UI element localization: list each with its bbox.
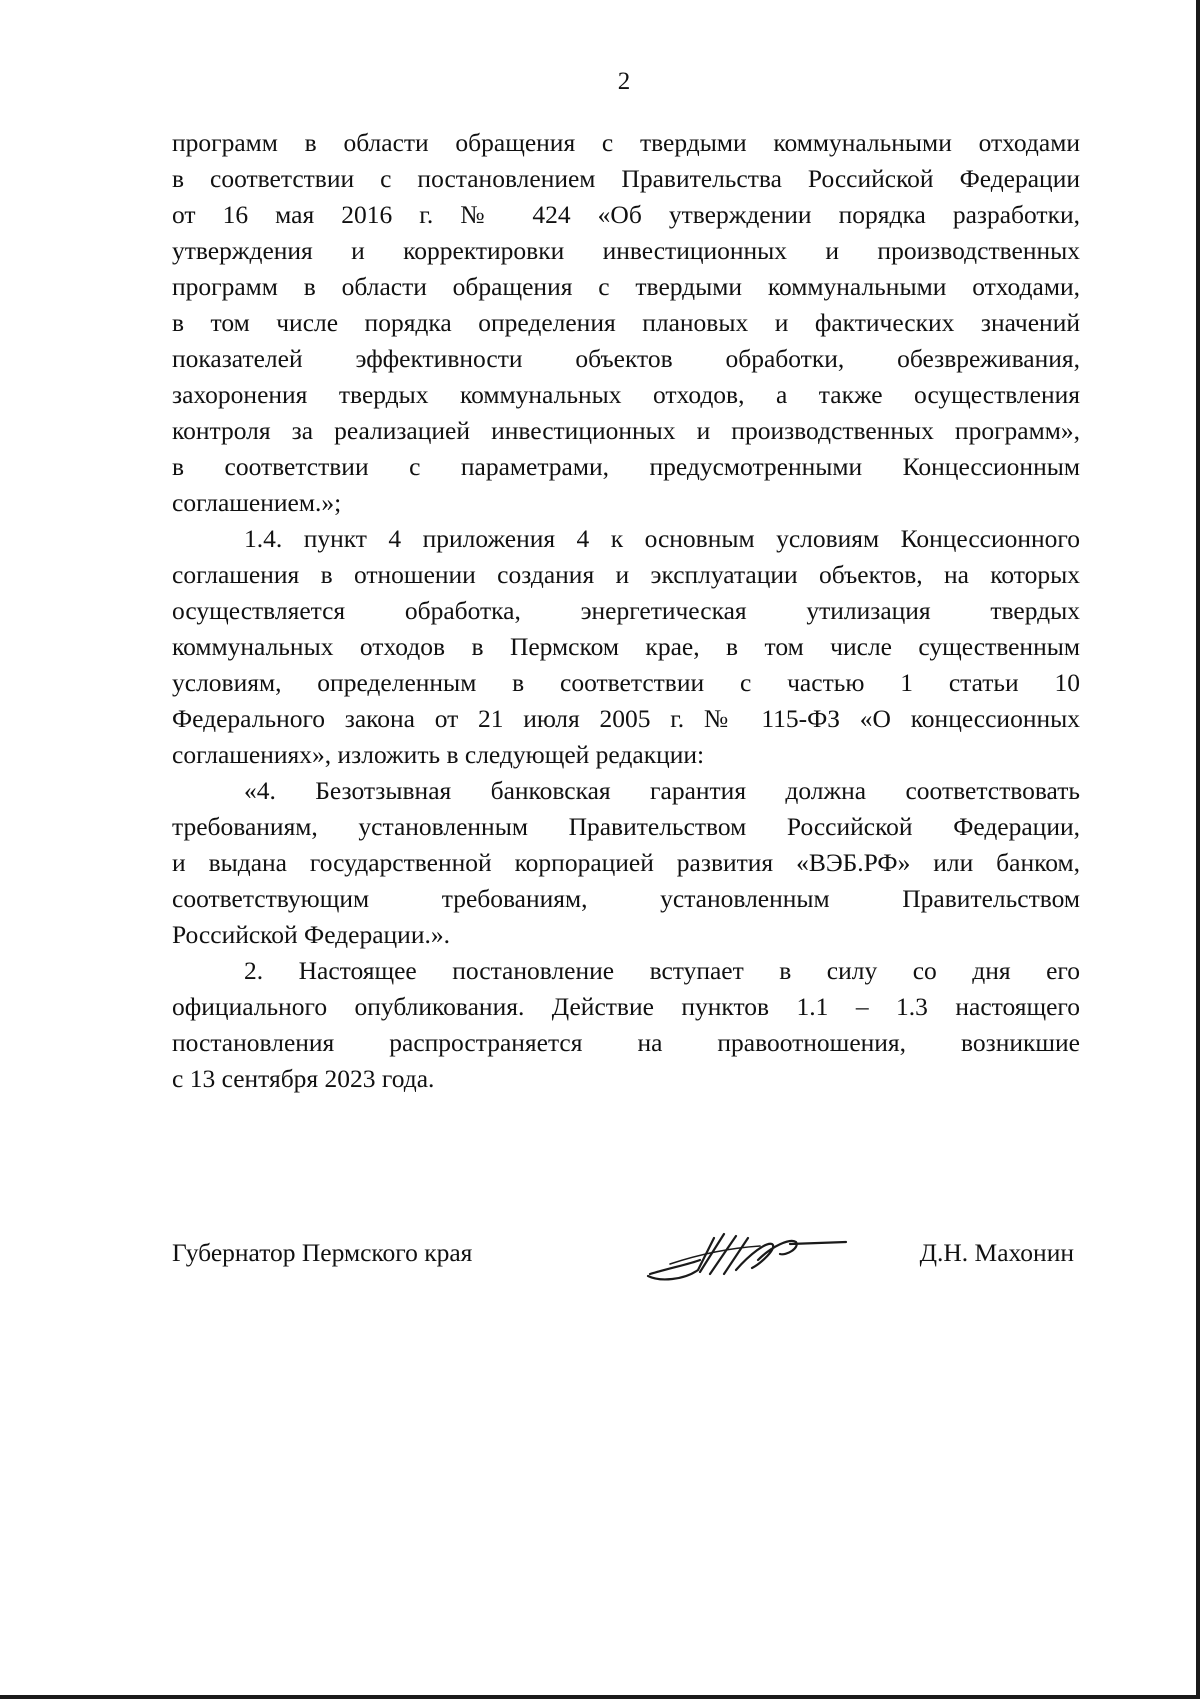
paragraph-1-line: контроля за реализацией инвестиционных и производственных программ»,: [172, 416, 1080, 445]
page-number: 2: [617, 68, 631, 95]
paragraph-2-line: осуществляется обработка, энергетическая утилизация твердых: [172, 596, 1080, 625]
paragraph-1-line: от 16 мая 2016 г. № 424 «Об утверждении порядка разработки,: [172, 200, 1080, 229]
paragraph-3-line: соответствующим требованиям, установленным Правительством: [172, 884, 1080, 913]
signature-block: [172, 1238, 1080, 1298]
paragraph-1-line: показателей эффективности объектов обработки, обезвреживания,: [172, 344, 1080, 373]
paragraph-2-line: условиям, определенным в соответствии с частью 1 статьи 10: [172, 668, 1080, 697]
paragraph-1-line: в соответствии с постановлением Правительства Российской Федерации: [172, 164, 1080, 193]
signatory-name: Д.Н. Махонин: [919, 1238, 1074, 1267]
paragraph-1-line: программ в области обращения с твердыми коммунальными отходами: [172, 128, 1080, 157]
scan-edge-right: [1196, 0, 1200, 1699]
paragraph-3-line: «4. Безотзывная банковская гарантия должна соответствовать: [244, 776, 1080, 805]
paragraph-2-line: Федерального закона от 21 июля 2005 г. № 115-ФЗ «О концессионных: [172, 704, 1080, 733]
paragraph-2-line: 1.4. пункт 4 приложения 4 к основным условиям Концессионного: [244, 524, 1080, 553]
paragraph-3-line: требованиям, установленным Правительством Российской Федерации,: [172, 812, 1080, 841]
paragraph-4-line: постановления распространяется на правоотношения, возникшие: [172, 1028, 1080, 1057]
paragraph-4-line: с 13 сентября 2023 года.: [172, 1064, 435, 1093]
scan-edge-bottom: [0, 1695, 1200, 1699]
signatory-title: Губернатор Пермского края: [172, 1238, 473, 1267]
paragraph-2-line: соглашениях», изложить в следующей редакции:: [172, 740, 705, 769]
paragraph-4-line: официального опубликования. Действие пунктов 1.1 – 1.3 настоящего: [172, 992, 1080, 1021]
paragraph-1-line: программ в области обращения с твердыми коммунальными отходами,: [172, 272, 1080, 301]
paragraph-1-line: захоронения твердых коммунальных отходов, а также осуществления: [172, 380, 1080, 409]
paragraph-1-line: в том числе порядка определения плановых и фактических значений: [172, 308, 1080, 337]
paragraph-2-line: соглашения в отношении создания и эксплуатации объектов, на которых: [172, 560, 1080, 589]
paragraph-3-line: Российской Федерации.».: [172, 920, 450, 949]
paragraph-4-line: 2. Настоящее постановление вступает в силу со дня его: [244, 956, 1080, 985]
document-body: [172, 125, 1080, 1097]
paragraph-2-line: коммунальных отходов в Пермском крае, в том числе существенным: [172, 632, 1080, 661]
paragraph-1-line: соглашением.»;: [172, 488, 342, 517]
paragraph-3-line: и выдана государственной корпорацией развития «ВЭБ.РФ» или банком,: [172, 848, 1080, 877]
handwritten-signature: [640, 1224, 850, 1288]
paragraph-1-line: в соответствии с параметрами, предусмотренными Концессионным: [172, 452, 1080, 481]
paragraph-1-line: утверждения и корректировки инвестиционных и производственных: [172, 236, 1080, 265]
